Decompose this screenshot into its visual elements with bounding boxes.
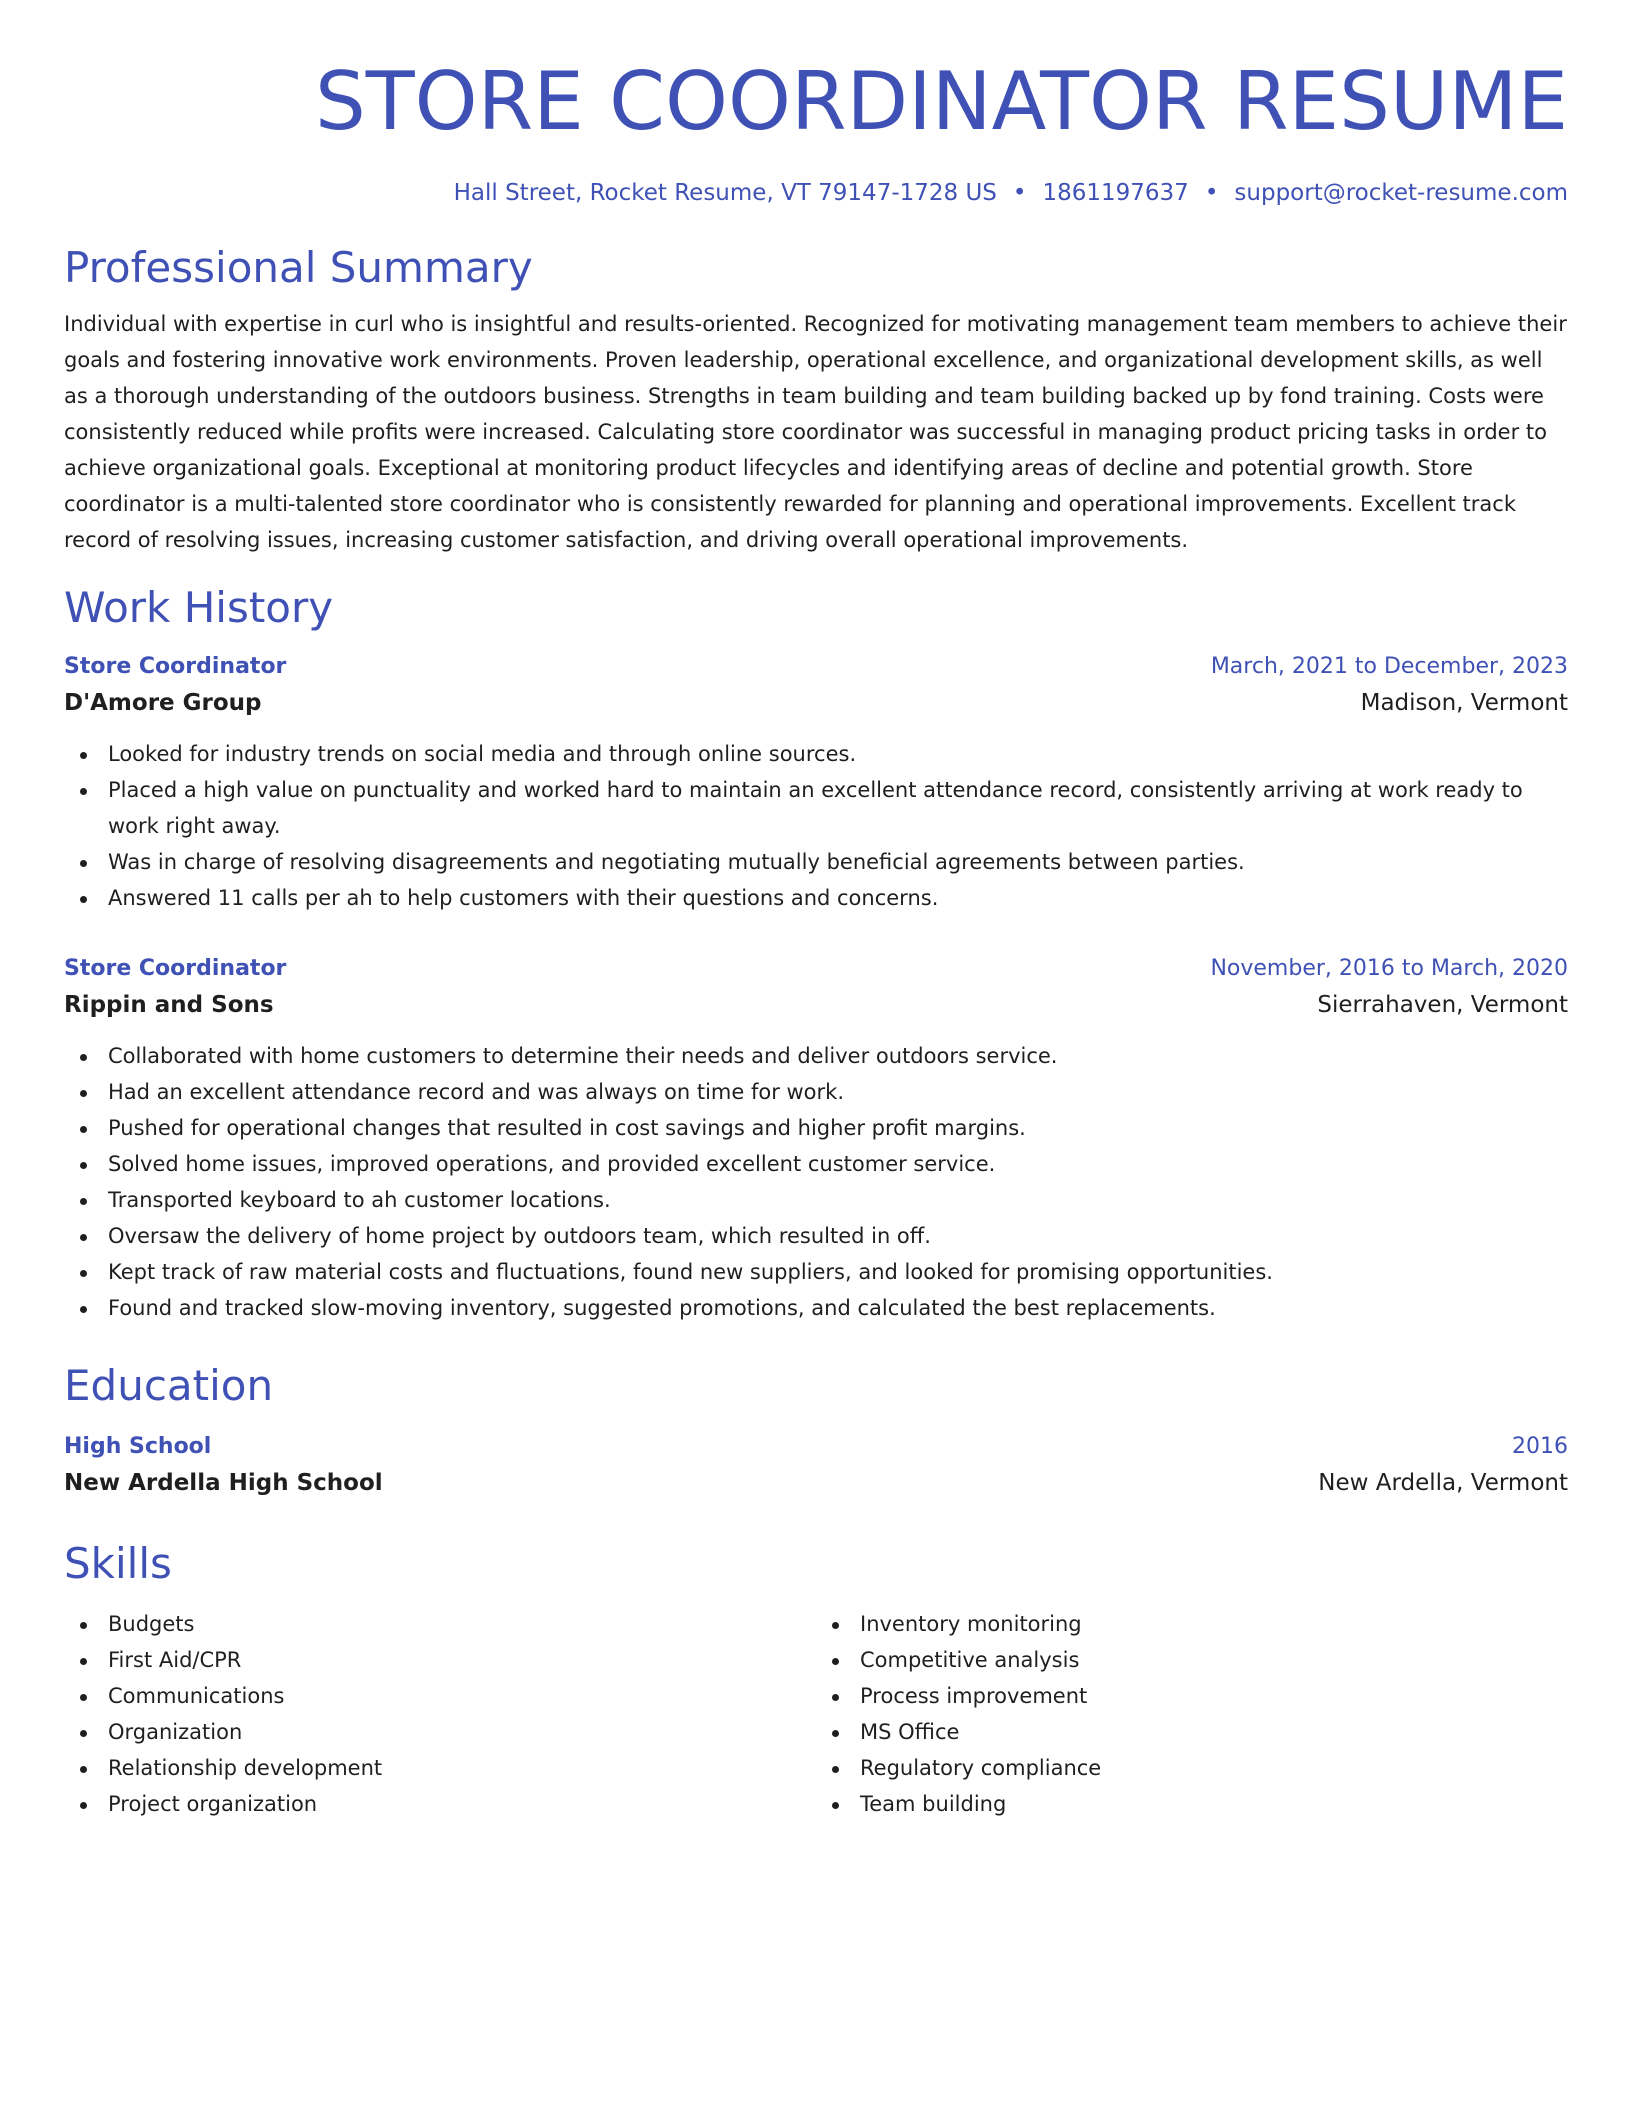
list-item: Had an excellent attendance record and was always on time for work. [64, 1074, 1568, 1110]
skills-list-right [816, 1606, 1568, 1822]
education-location: New Ardella, Vermont [1318, 1470, 1568, 1496]
job-company: D'Amore Group [64, 690, 262, 716]
job-dates: November, 2016 to March, 2020 [1210, 956, 1568, 981]
list-item: Looked for industry trends on social media and through online sources. [64, 736, 1568, 772]
job-company-row [64, 988, 1568, 1022]
skills-column-left [64, 1600, 816, 1822]
summary-section [64, 242, 1568, 558]
skills-list-left [64, 1606, 816, 1822]
skill-item: Organization [64, 1714, 816, 1750]
job-title: Store Coordinator [64, 956, 287, 981]
job-bullets [64, 736, 1568, 916]
list-item: Kept track of raw material costs and fluctuations, found new suppliers, and looked for promising opportunities. [64, 1254, 1568, 1290]
education-heading: Education [64, 1361, 274, 1410]
list-item: Pushed for operational changes that resulted in cost savings and higher profit margins. [64, 1110, 1568, 1146]
skill-item: Inventory monitoring [816, 1606, 1568, 1642]
skill-item: Process improvement [816, 1678, 1568, 1714]
skill-item: Budgets [64, 1606, 816, 1642]
work-history-section [64, 582, 1568, 1326]
skill-item: Relationship development [64, 1750, 816, 1786]
job-entry [64, 652, 1568, 916]
job-dates: March, 2021 to December, 2023 [1210, 654, 1568, 679]
contact-separator: • [1204, 180, 1219, 206]
skills-section [64, 1538, 1568, 1822]
job-title: Store Coordinator [64, 654, 287, 679]
education-entry [64, 1432, 1568, 1500]
summary-heading: Professional Summary [64, 243, 533, 292]
list-item: Solved home issues, improved operations, and provided excellent customer service. [64, 1146, 1568, 1182]
job-entry [64, 954, 1568, 1326]
resume-name: STORE COORDINATOR RESUME [314, 55, 1568, 148]
skill-item: Competitive analysis [816, 1642, 1568, 1678]
list-item: Was in charge of resolving disagreements and negotiating mutually beneficial agreements between parties. [64, 844, 1568, 880]
skills-grid [64, 1600, 1568, 1822]
skill-item: Communications [64, 1678, 816, 1714]
skills-heading: Skills [64, 1539, 172, 1588]
list-item: Oversaw the delivery of home project by outdoors team, which resulted in off. [64, 1218, 1568, 1254]
skill-item: Project organization [64, 1786, 816, 1822]
list-item: Answered 11 calls per ah to help customers with their questions and concerns. [64, 880, 1568, 916]
resume-header [64, 54, 1568, 208]
education-school: New Ardella High School [64, 1470, 383, 1496]
contact-phone: 1861197637 [1042, 180, 1189, 206]
job-company-row [64, 686, 1568, 720]
contact-email[interactable]: support@rocket-resume.com [1234, 180, 1568, 206]
list-item: Found and tracked slow-moving inventory, suggested promotions, and calculated the best replacements. [64, 1290, 1568, 1326]
job-header-row [64, 652, 1568, 682]
skill-item: First Aid/CPR [64, 1642, 816, 1678]
job-location: Madison, Vermont [1360, 690, 1568, 716]
job-location: Sierrahaven, Vermont [1317, 992, 1568, 1018]
education-section [64, 1360, 1568, 1500]
job-company: Rippin and Sons [64, 992, 274, 1018]
contact-address: Hall Street, Rocket Resume, VT 79147-1728 US [453, 180, 997, 206]
summary-text: Individual with expertise in curl who is insightful and results-oriented. Recognized for motivating management team members to achieve their goals and fostering innovative work environments. Proven leadership, operational excellence, and organizational development skills, as well as a thorough understanding of the outdoors business. Strengths in team building and team building backed up by fond training. Costs were consistently reduced while profits were increased. Calculating store coordinator was successful in managing product pricing tasks in order to achieve organizational goals. Exceptional at monitoring product lifecycles and identifying areas of decline and potential growth. Store coordinator is a multi-talented store coordinator who is consistently rewarded for planning and operational improvements. Excellent track record of resolving issues, increasing customer satisfaction, and driving overall operational improvements. [64, 312, 1567, 552]
skill-item: Team building [816, 1786, 1568, 1822]
list-item: Collaborated with home customers to determine their needs and deliver outdoors service. [64, 1038, 1568, 1074]
skill-item: MS Office [816, 1714, 1568, 1750]
skills-column-right [816, 1600, 1568, 1822]
education-header-row [64, 1432, 1568, 1462]
list-item: Transported keyboard to ah customer locations. [64, 1182, 1568, 1218]
list-item: Placed a high value on punctuality and worked hard to maintain an excellent attendance record, consistently arriving at work ready to work right away. [64, 772, 1568, 844]
contact-separator: • [1012, 180, 1027, 206]
contact-line [64, 178, 1568, 208]
job-header-row [64, 954, 1568, 984]
skill-item: Regulatory compliance [816, 1750, 1568, 1786]
education-school-row [64, 1466, 1568, 1500]
work-history-heading: Work History [64, 583, 334, 632]
job-bullets [64, 1038, 1568, 1326]
education-degree: High School [64, 1434, 212, 1459]
education-year: 2016 [1512, 1434, 1568, 1459]
